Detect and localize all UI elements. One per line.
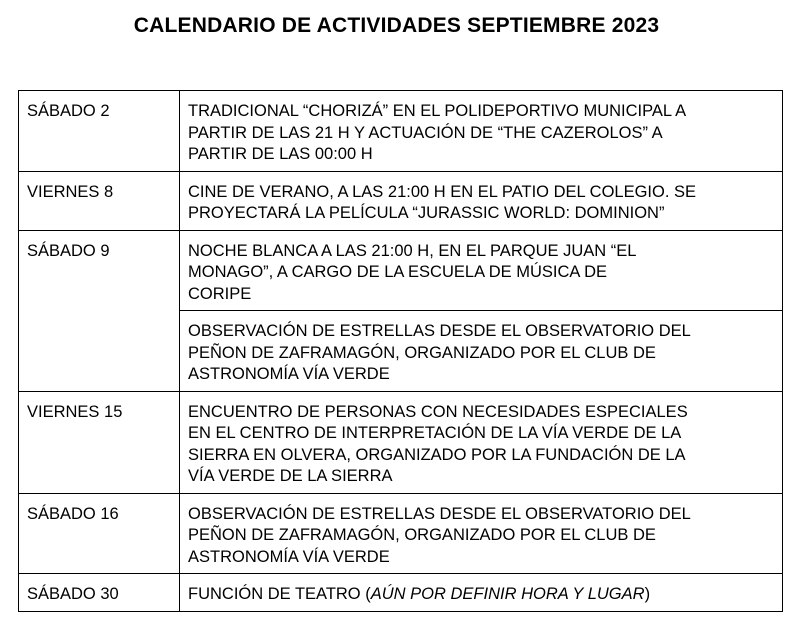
event-day: VIERNES 15 bbox=[19, 391, 180, 493]
event-description: NOCHE BLANCA A LAS 21:00 H, EN EL PARQUE JUAN “EL MONAGO”, A CARGO DE LA ESCUELA DE MÚSICA DE CORIPE bbox=[180, 230, 783, 311]
event-day: SÁBADO 30 bbox=[19, 574, 180, 612]
event-day: SÁBADO 2 bbox=[19, 91, 180, 172]
event-day: SÁBADO 16 bbox=[19, 493, 180, 574]
event-description: TRADICIONAL “CHORIZÁ” EN EL POLIDEPORTIVO MUNICIPAL A PARTIR DE LAS 21 H Y ACTUACIÓN DE “THE CAZEROLOS” A PARTIR DE LAS 00:00 H bbox=[180, 91, 783, 172]
event-day: VIERNES 8 bbox=[19, 171, 180, 230]
document-title: CALENDARIO DE ACTIVIDADES SEPTIEMBRE 2023 bbox=[133, 14, 660, 37]
event-day: SÁBADO 9 bbox=[19, 230, 180, 391]
activities-table bbox=[18, 90, 783, 612]
event-description bbox=[180, 574, 783, 612]
event-note-italic: AÚN POR DEFINIR HORA Y LUGAR bbox=[370, 585, 645, 603]
event-text: FUNCIÓN DE TEATRO ( bbox=[188, 585, 371, 603]
event-description: OBSERVACIÓN DE ESTRELLAS DESDE EL OBSERVATORIO DEL PEÑON DE ZAFRAMAGÓN, ORGANIZADO POR EL CLUB DE ASTRONOMÍA VÍA VERDE bbox=[180, 311, 783, 392]
event-description: ENCUENTRO DE PERSONAS CON NECESIDADES ESPECIALES EN EL CENTRO DE INTERPRETACIÓN DE LA VÍA VERDE DE LA SIERRA EN OLVERA, ORGANIZADO POR LA FUNDACIÓN DE LA VÍA VERDE DE LA SIERRA bbox=[180, 391, 783, 493]
table-row bbox=[19, 493, 783, 574]
table-row bbox=[19, 391, 783, 493]
event-description: OBSERVACIÓN DE ESTRELLAS DESDE EL OBSERVATORIO DEL PEÑON DE ZAFRAMAGÓN, ORGANIZADO POR EL CLUB DE ASTRONOMÍA VÍA VERDE bbox=[180, 493, 783, 574]
event-description: CINE DE VERANO, A LAS 21:00 H EN EL PATIO DEL COLEGIO. SE PROYECTARÁ LA PELÍCULA “JURASSIC WORLD: DOMINION” bbox=[180, 171, 783, 230]
table-row bbox=[19, 230, 783, 311]
table-row bbox=[19, 171, 783, 230]
table-row bbox=[19, 91, 783, 172]
event-text-suffix: ) bbox=[644, 585, 651, 603]
table-row bbox=[19, 574, 783, 612]
